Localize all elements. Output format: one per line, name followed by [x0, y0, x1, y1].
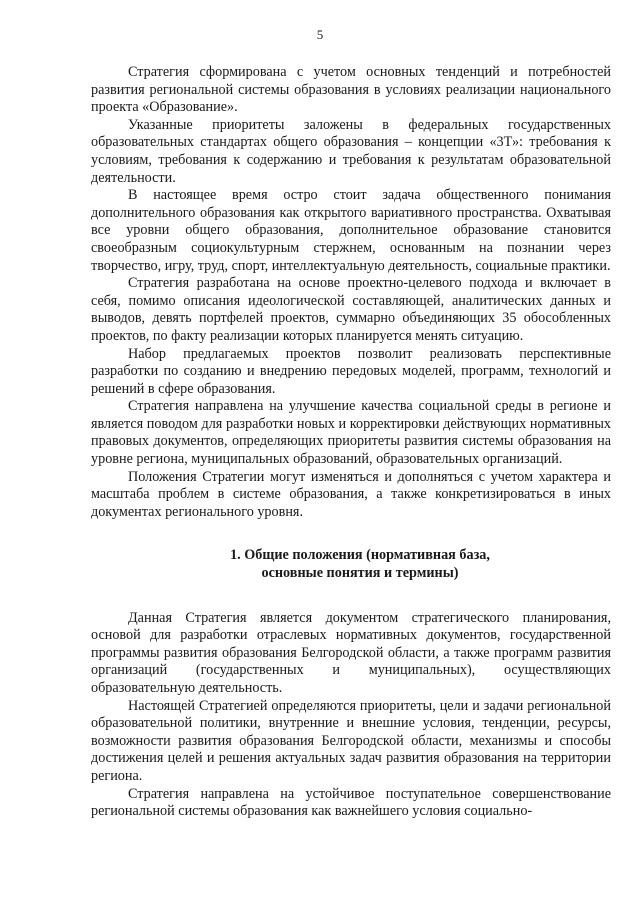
section-heading [91, 547, 611, 582]
paragraph: Стратегия направлена на устойчивое поступательное совершенствование региональной системы образования как важнейшего условия социально- [91, 785, 611, 820]
page-number: 5 [316, 27, 324, 42]
section-heading-line-1: 1. Общие положения (нормативная база, [230, 547, 490, 564]
paragraph: В настоящее время остро стоит задача общественного понимания дополнительного образования как открытого вариативного пространства. Охватывая все уровни общего образования, дополнительное образование становится своеобразным социокультурным стержнем, основанным на познании через творчество, игру, труд, спорт, интеллектуальную деятельность, социальные практики. [91, 187, 611, 274]
section-heading-line-2: основные понятия и термины) [261, 565, 459, 582]
paragraph: Стратегия разработана на основе проектно-целевого подхода и включает в себя, помимо описания идеологической составляющей, аналитических данных и выводов, девять портфелей проектов, суммарно объединяющих 35 обособленных проектов, по факту реализации которых планируется менять ситуацию. [91, 275, 611, 344]
document-body [91, 64, 611, 821]
paragraph: Стратегия сформирована с учетом основных тенденций и потребностей развития региональной системы образования в условиях реализации национального проекта «Образование». [91, 64, 611, 116]
paragraph: Набор предлагаемых проектов позволит реализовать перспективные разработки по созданию и внедрению передовых моделей, программ, технологий и решений в сфере образования. [91, 345, 611, 397]
paragraph: Настоящей Стратегией определяются приоритеты, цели и задачи региональной образовательной политики, внутренние и внешние условия, тенденции, ресурсы, возможности развития образования Белгородской области, механизмы и способы достижения целей и решения актуальных задач развития образования на территории региона. [91, 697, 611, 784]
paragraph: Указанные приоритеты заложены в федеральных государственных образовательных стандартах общего образования – концепции «3Т»: требования к условиям, требования к содержанию и требования к результатам образовательной деятельности. [91, 116, 611, 186]
paragraph: Данная Стратегия является документом стратегического планирования, основой для разработки отраслевых нормативных документов, государственной программы развития образования Белгородской области, а также программ развития организаций (государственных и муниципальных), осуществляющих образовательную деятельность. [91, 609, 611, 696]
paragraph: Стратегия направлена на улучшение качества социальной среды в регионе и является поводом для разработки новых и корректировки действующих нормативных правовых документов, определяющих приоритеты развития системы образования на уровне региона, муниципальных образований, образовательных организаций. [91, 398, 611, 468]
paragraph: Положения Стратегии могут изменяться и дополняться с учетом характера и масштаба проблем в системе образования, а также конкретизироваться в иных документах регионального уровня. [91, 468, 611, 520]
